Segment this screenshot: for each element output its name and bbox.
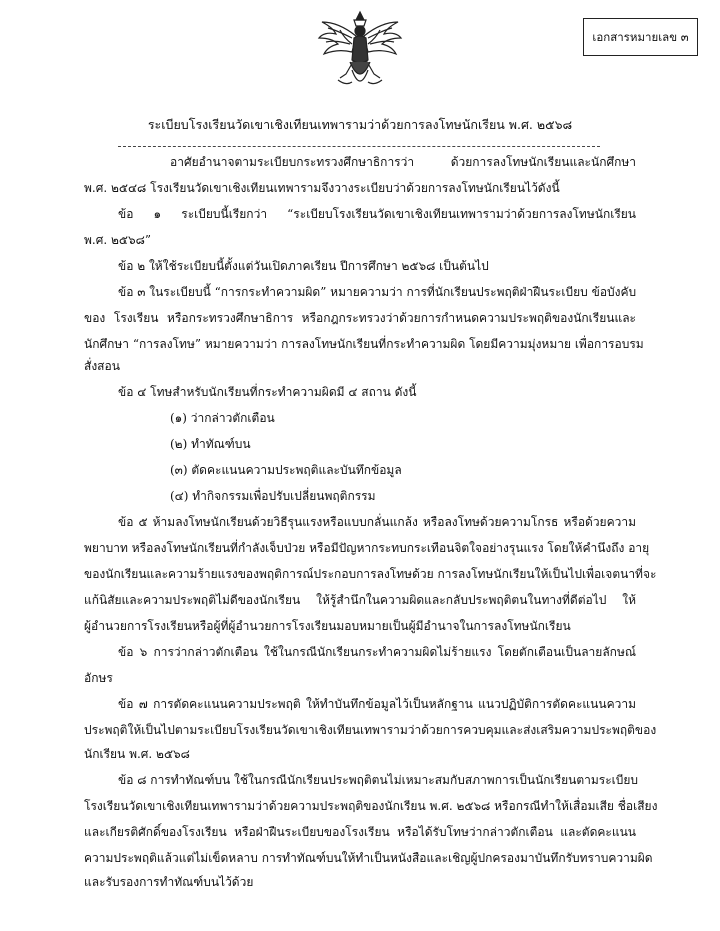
text-line: และเกียรติศักดิ์ของโรงเรียน หรือฝ่าฝืนระเบียบของโรงเรียน หรือได้รับโทษว่ากล่าวตักเตือน และตัดคะแนน <box>84 825 636 839</box>
text-line: ข้อ ๓ ในระเบียบนี้ “การกระทำความผิด” หมายความว่า การที่นักเรียนประพฤติฝ่าฝืนระเบียบ ข้อบังคับ <box>118 285 637 299</box>
text-line: และรับรองการทำทัณฑ์บนไว้ด้วย <box>84 875 254 889</box>
text-line: ความประพฤติแล้วแต่ไม่เข็ดหลาบ การทำทัณฑ์บนให้ทำเป็นหนังสือและเชิญผู้ปกครองมาบันทึกรับทราบความผิด <box>84 851 653 865</box>
text-line: ข้อ ๒ ให้ใช้ระเบียบนี้ตั้งแต่วันเปิดภาคเรียน ปีการศึกษา ๒๕๖๘ เป็นต้นไป <box>118 259 489 273</box>
text-line: ข้อ ๑ ระเบียบนี้เรียกว่า “ระเบียบโรงเรียนวัดเขาเชิงเทียนเทพารามว่าด้วยการลงโทษนักเรียน <box>118 207 636 221</box>
text-line: นักศึกษา “การลงโทษ” หมายความว่า การลงโทษนักเรียนที่กระทำความผิด โดยมีความมุ่งหมาย เพื่อการอบรม <box>84 337 644 351</box>
text-line: โรงเรียนวัดเขาเชิงเทียนเทพารามว่าด้วยความประพฤติของนักเรียน พ.ศ. ๒๕๖๘ หรือกรณีทำให้เสื่อมเสีย ชื่อเสียง <box>84 799 658 813</box>
list-item: (๑) ว่ากล่าวตักเตือน <box>170 411 275 425</box>
text-line: พ.ศ. ๒๕๔๘ โรงเรียนวัดเขาเชิงเทียนเทพารามจึงวางระเบียบว่าด้วยการลงโทษนักเรียนไว้ดังนี้ <box>84 181 560 195</box>
document-title: ระเบียบโรงเรียนวัดเขาเชิงเทียนเทพารามว่าด้วยการลงโทษนักเรียน พ.ศ. ๒๕๖๘ <box>147 117 573 132</box>
text-line: ข้อ ๔ โทษสำหรับนักเรียนที่กระทำความผิดมี ๔ สถาน ดังนี้ <box>118 385 417 399</box>
text-line: ผู้อำนวยการโรงเรียนหรือผู้ที่ผู้อำนวยการโรงเรียนมอบหมายเป็นผู้มีอำนาจในการลงโทษนักเรียน <box>84 619 571 633</box>
text-line: ของ โรงเรียน หรือกระทรวงศึกษาธิการ หรือกฎกระทรวงว่าด้วยการกำหนดความประพฤติของนักเรียนและ <box>84 311 636 325</box>
list-item: (๒) ทำทัณฑ์บน <box>170 437 251 451</box>
text-line: ข้อ ๕ ห้ามลงโทษนักเรียนด้วยวิธีรุนแรงหรือแบบกลั่นแกล้ง หรือลงโทษด้วยความโกรธ หรือด้วยความ <box>118 515 636 529</box>
text-line: อาศัยอำนาจตามระเบียบกระทรวงศึกษาธิการว่า ด้วยการลงโทษนักเรียนและนักศึกษา <box>170 155 636 169</box>
text-line: อักษร <box>84 671 113 685</box>
text-line: สั่งสอน <box>84 359 120 373</box>
text-line: ข้อ ๘ การทำทัณฑ์บน ใช้ในกรณีนักเรียนประพฤติตนไม่เหมาะสมกับสภาพการเป็นนักเรียนตามระเบียบ <box>118 773 639 787</box>
text-line: พ.ศ. ๒๕๖๘” <box>84 233 151 247</box>
text-line: นักเรียน พ.ศ. ๒๕๖๘ <box>84 747 190 761</box>
list-item: (๔) ทำกิจกรรมเพื่อปรับเปลี่ยนพฤติกรรม <box>170 489 376 503</box>
text-line: ของนักเรียนและความร้ายแรงของพฤติการณ์ประกอบการลงโทษด้วย การลงโทษนักเรียนให้เป็นไปเพื่อเจตนาที่จะ <box>84 567 657 581</box>
text-line: ข้อ ๗ การตัดคะแนนความประพฤติ ให้ทำบันทึกข้อมูลไว้เป็นหลักฐาน แนวปฏิบัติการตัดคะแนนความ <box>118 697 636 711</box>
garuda-emblem-icon <box>316 8 404 94</box>
document-number-box: เอกสารหมายเลข ๓ <box>583 18 698 56</box>
text-line: พยาบาท หรือลงโทษนักเรียนที่กำลังเจ็บป่วย หรือมีปัญหากระทบกระเทือนจิตใจอย่างรุนแรง โดยให้คำนึงถึง อายุ <box>84 541 650 555</box>
text-line: ข้อ ๖ การว่ากล่าวตักเตือน ใช้ในกรณีนักเรียนกระทำความผิดไม่ร้ายแรง โดยตักเตือนเป็นลายลักษณ์ <box>118 645 636 659</box>
text-line: แก้นิสัยและความประพฤติไม่ดีของนักเรียน ให้รู้สำนึกในความผิดและกลับประพฤติตนในทางที่ดีต่อไป ให้ <box>84 593 636 607</box>
text-line: ประพฤติให้เป็นไปตามระเบียบโรงเรียนวัดเขาเชิงเทียนเทพารามว่าด้วยการควบคุมและส่งเสริมความประพฤติของ <box>84 723 657 737</box>
divider-line <box>118 146 600 147</box>
list-item: (๓) ตัดคะแนนความประพฤติและบันทึกข้อมูล <box>170 463 402 477</box>
